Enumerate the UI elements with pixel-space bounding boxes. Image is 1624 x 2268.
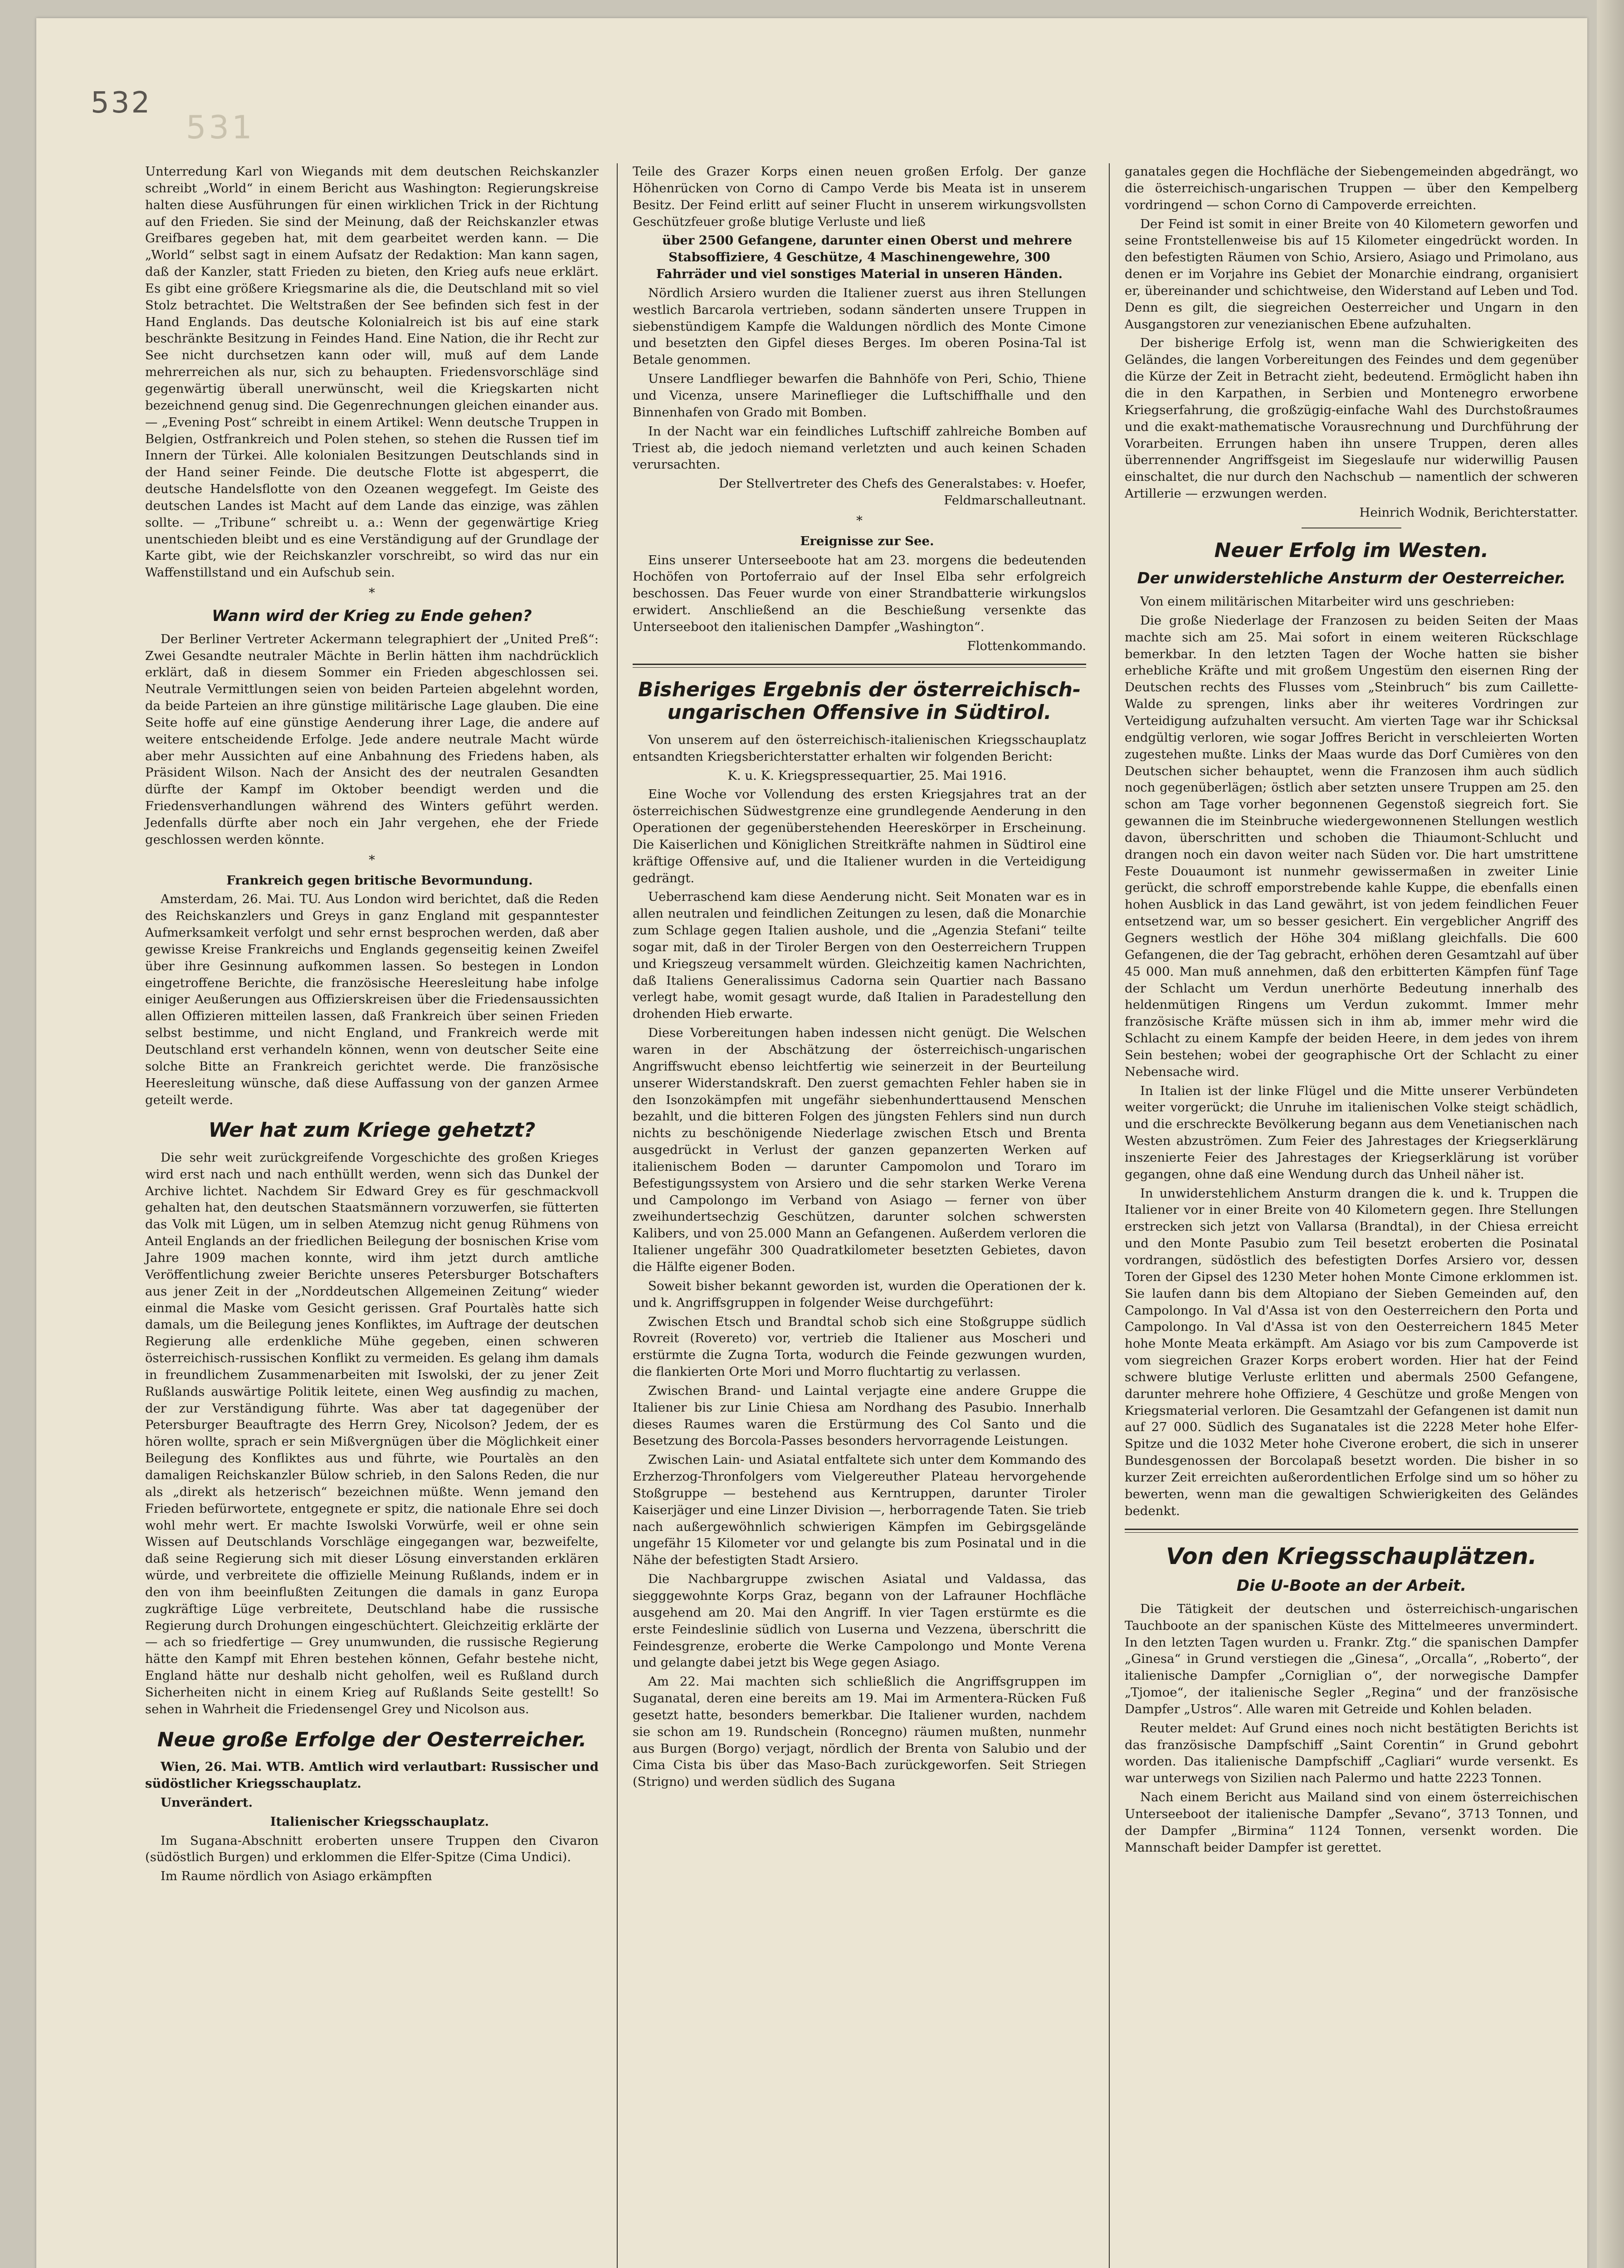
- article-paragraph: Ueberraschend kam diese Aenderung nicht. Seit Monaten war es in allen neutralen und feindlichen Zeitungen zu lesen, daß die Monarchie zum Schlage gegen Italien aushole, und die „Agenzia Stefani“ teilte sogar mit, daß in der Tiroler Bergen von den Oesterreichern Truppen und Kriegszeug versammelt würden. Gleichzeitig kamen Nachrichten, daß Italiens Generalissimus Cadorna sein Quartier nach Bassano verlegt habe, womit gesagt wurde, daß Italien in Paradestellung den drohenden Hieb erwarte.: [633, 890, 1086, 1022]
- signature: Heinrich Wodnik, Berichterstatter.: [1359, 505, 1578, 520]
- column-1: [145, 163, 599, 1887]
- article-paragraph: Diese Vorbereitungen haben indessen nicht genügt. Die Welschen waren in der Abschätzung der österreichisch-ungarischen Angriffswucht ebenso leichtfertig wie seinerzeit in der Beurteilung unserer Widerstandskraft. Den zuerst gemachten Fehler haben sie in den Isonzokämpfen mit ungefähr siebenhunderttausend Menschen bezahlt, und die bitteren Folgen des jüngsten Fehlers sind nun durch nichts zu beschönigende Niederlage zwischen Etsch und Brenta ausgedrückt in Verlust der ganzen gepanzerten Werken auf italienischem Boden — darunter Campomolon und Toraro im Befestigungssystem von Arsiero und die sehr starken Werke Verena und Campolongo im Verband von Asiago — ferner von über zweihundertsechzig Geschützen, darunter solchen schwersten Kalibers, und von 25.000 Mann an Gefangenen. Außerdem verloren die Italiener ungefähr 300 Quadratkilometer besetzten Gebietes, davon die Hälfte eigener Boden.: [633, 1026, 1086, 1274]
- article-paragraph: Eins unserer Unterseeboote hat am 23. morgens die bedeutenden Hochöfen von Portoferraio auf der Insel Elba sehr erfolgreich beschossen. Das Feuer wurde von einer Strandbatterie wirkungslos erwidert. Anschließend an die Beschießung versenkte das Unterseeboot den italienischen Dampfer „Washington“.: [633, 552, 1086, 634]
- article-paragraph: Amsterdam, 26. Mai. TU. Aus London wird berichtet, daß die Reden des Reichskanzlers und Greys in ganz England mit gespanntester Aufmerksamkeit verfolgt und sehr ernst besprochen werden, daß aber gewisse Kreise Frankreichs und Englands gegenseitig keinen Zweifel über ihre Gesinnung aufkommen lassen. So bestegen in London eingetroffene Berichte, die französische Heeresleitung habe infolge einiger Aeußerungen aus Offizierskreisen über die Friedensaussichten allen Offizieren mitteilen lassen, daß Frankreich über seinen Frieden selbst bestimme, und nicht England, und Frankreich werde mit Deutschland erst verhandeln können, wenn von deutscher Seite eine solche Bitte an Frankreich gerichtet werde. Die französische Heeresleitung wünsche, daß diese Auffassung von der ganzen Armee geteilt werde.: [145, 892, 599, 1107]
- bulletin-intro: Wien, 26. Mai. WTB. Amtlich wird verlautbart: Russischer und südöstlicher Kriegsschauplatz.: [145, 1760, 599, 1791]
- article-paragraph: Der Feind ist somit in einer Breite von 40 Kilometern geworfen und seine Frontstellenweise bis auf 15 Kilometer eingedrückt worden. In den befestigten Räumen von Schio, Arsiero, Asiago und Primolano, aus denen er im Vorjahre ins Gebiet der Monarchie eindrang, organisiert er, übereinander und schichtweise, den Widerstand auf Leben und Tod. Denn es gilt, die siegreichen Oesterreicher und Ungarn in den Ausgangstoren zur venezianischen Ebene aufzuhalten.: [1125, 216, 1578, 332]
- column-rule: [1109, 163, 1110, 2268]
- page-number-ghost: 531: [186, 109, 255, 146]
- signature: Der Stellvertreter des Chefs des Generalstabes: v. Hoefer, Feldmarschalleutnant.: [718, 476, 1086, 508]
- column-rule: [617, 163, 618, 2268]
- column-3: [1125, 163, 1578, 1858]
- headline-result: Bisheriges Ergebnis der österreichisch-ungarischen Offensive in Südtirol.: [638, 678, 1081, 724]
- article-paragraph: Reuter meldet: Auf Grund eines noch nicht bestätigten Berichts ist das französische Dampfschiff „Saint Corentin“ in Grund gebohrt worden. Das italienische Dampfschiff „Cagliari“ wurde versenkt. Es war unterwegs von Sizilien nach Palermo und hatte 2223 Tonnen.: [1125, 1721, 1578, 1786]
- highlight-prisoners: über 2500 Gefangene, darunter einen Oberst und mehrere Stabsoffiziere, 4 Geschütze, 4 Maschinengewehre, 300 Fahrräder und viel sonstiges Material in unseren Händen.: [656, 233, 1072, 282]
- dateline: K. u. K. Kriegspressequartier, 25. Mai 1916.: [727, 768, 1007, 783]
- article-paragraph: ganatales gegen die Hochfläche der Siebengemeinden abgedrängt, wo die österreichisch-ungarischen Truppen — über den Kempelberg vordringend — schon Corno di Campoverde erreichten.: [1125, 164, 1578, 212]
- article-paragraph: In der Nacht war ein feindliches Luftschiff zahlreiche Bomben auf Triest ab, die jedoch niemand verletzten und auch keinen Schaden verursachten.: [633, 424, 1086, 472]
- article-paragraph: Zwischen Brand- und Laintal verjagte eine andere Gruppe die Italiener bis zur Linie Chiesa am Nordhang des Pasubio. Innerhalb dieses Raumes waren die Erstürmung des Col Santo und die Besetzung des Borcola-Passes besonders hervorragende Leistungen.: [633, 1383, 1086, 1448]
- bulletin-subhead: Italienischer Kriegsschauplatz.: [270, 1814, 489, 1829]
- article-paragraph: Eine Woche vor Vollendung des ersten Kriegsjahres trat an der österreichischen Südwestgrenze eine grundlegende Aenderung in den Operationen der gegenüberstehenden Heereskörper in Erscheinung. Die Kaiserlichen und Königlichen Streitkräfte nahmen in Südtirol eine kräftige Offensive auf, und die Italiener wurden in die Verteidigung gedrängt.: [633, 787, 1086, 885]
- article-paragraph: Unsere Landflieger bewarfen die Bahnhöfe von Peri, Schio, Thiene und Vicenza, unsere Marineflieger die Luftschiffhalle und den Binnenhafen von Grado mit Bomben.: [633, 371, 1086, 420]
- article-paragraph: In Italien ist der linke Flügel und die Mitte unserer Verbündeten weiter vorgerückt; die Unruhe im italienischen Volke steigt schädlich, und die erschreckte Bevölkerung begann aus dem Venetianischen nach Westen abzuströmen. Zum Feier des Jahrestages der Kriegserklärung inszenierte Feier des Jahrestages der Kriegserklärung ist vorüber gegangen, ohne daß eine Wendung durch das Unheil näher ist.: [1125, 1083, 1578, 1182]
- subheadline-fronts: Die U-Boote an der Arbeit.: [1236, 1577, 1467, 1595]
- article-paragraph: Im Sugana-Abschnitt eroberten unsere Truppen den Civaron (südöstlich Burgen) und erklommen die Elfer-Spitze (Cima Undici).: [145, 1833, 599, 1865]
- article-paragraph: Die sehr weit zurückgreifende Vorgeschichte des großen Krieges wird erst nach und nach enthüllt werden, wenn sich das Dunkel der Archive lichtet. Nachdem Sir Edward Grey es für geschmackvoll gehalten hat, den deutschen Staatsmännern vorzuwerfen, sie fütterten das Volk mit Lügen, um in selben Atemzug nicht genug Rühmens von Anteil Englands an der friedlichen Beilegung der bosnischen Krise vom Jahre 1909 machen konnte, wird ihm jetzt durch amtliche Veröffentlichung zweier Berichte unseres Petersburger Botschafters aus jener Zeit in der „Norddeutschen Allgemeinen Zeitung“ wieder einmal die Maske vom Gesicht gerissen. Graf Pourtalès hatte sich damals, um die Beilegung jenes Konfliktes, im Auftrage der deutschen Regierung alle erdenkliche Mühe gegeben, einen schweren österreichisch-russischen Konflikt zu vermeiden. Es gelang ihm damals in freundlichem Zusammenarbeiten mit Iswolski, der zu jener Zeit Rußlands auswärtige Politik leitete, einen Weg ausfindig zu machen, der zur Verständigung führte. Was aber tat dagegenüber der Petersburger Beauftragte des Herrn Grey, Nicolson? Jedem, der es hören wollte, sprach er sein Mißvergnügen über die Möglichkeit einer Beilegung des Konfliktes aus und führte, wie Pourtalès an den damaligen Reichskanzler Bülow schrieb, in den Salons Reden, die nur als „direkt als hetzerisch“ bezeichnen müßte. Wenn jemand den Frieden befürwortete, entgegnete er spitz, die nationale Ehre sei doch wohl mehr wert. Er machte Iswolski Vorwürfe, weil er ohne sein Wissen auf Deutschlands Vorschläge eingegangen war, bezweifelte, daß seine Regierung sich mit dieser Lösung einverstanden erklären würde, und verbreitete die offizielle Meinung Rußlands, indem er in den von ihm beeinflußten Zeitungen die damals in ganz Europa zugkräftige Lüge verbreitete, Deutschland habe die russische Regierung durch Drohungen eingeschüchtert. Gleichzeitig erklärte der — ach so friedfertige — Grey unumwunden, die russische Regierung hätte den Kampf mit Ehren bestehen können, Gefahr bestehe nicht, England hätte nur deshalb nicht geholfen, weil es Rußland durch Sicherheiten nicht in einem Krieg auf Rußlands Seite gestellt! So sehen in Wahrheit die Friedensengel Grey und Nicolson aus.: [145, 1150, 599, 1716]
- article-paragraph: Die Nachbargruppe zwischen Asiatal und Valdassa, das siegggewohnte Korps Graz, begann von der Lafrauner Hochfläche ausgehend am 20. Mai den Angriff. In vier Tagen erstürmte es die erste Feindeslinie südlich von Luserna und Vezzena, überschritt die Feindesgrenze, eroberte die Werke Campolongo und Monte Verena und gelangte dabei jetzt bis Wege gegen Asiago.: [633, 1572, 1086, 1670]
- article-paragraph: Der Berliner Vertreter Ackermann telegraphiert der „United Preß“: Zwei Gesandte neutraler Mächte in Berlin hätten ihm nachdrücklich erklärt, daß in diesem Sommer ein Frieden abgeschlossen sei. Neutrale Vermittlungen seien von beiden Parteien abgelehnt worden, da beide Parteien an ihre günstige militärische Lage glauben. Die eine Seite hoffe auf eine günstige Aenderung ihrer Lage, die andere auf weitere entscheidende Erfolge. Jede andere neutrale Macht würde aber mehr Aussichten auf eine Anbahnung des Friedens haben, als Präsident Wilson. Nach der Ansicht des der neutralen Gesandten dürfte der Kampf im Oktober beendigt werden und die Friedensverhandlungen während des Winters geführt werden. Jedenfalls dürfte aber noch ein Jahr vergehen, ehe der Friede geschlossen werden könnte.: [145, 631, 599, 847]
- subheadline-sea: Ereignisse zur See.: [800, 533, 934, 548]
- article-paragraph: In unwiderstehlichem Ansturm drangen die k. und k. Truppen die Italiener vor in einer Breite von 40 Kilometern gegen. Ihre Stellungen erstrecken sich jetzt von Vallarsa (Brandtal), in der Chiesa erreicht und den Monte Pasubio zum Teil besetzt eroberten die Posinatal vordrangen, südöstlich des befestigten Dorfes Arsiero vor, dessen Toren der Gipsel des 1230 Meter hohen Monte Cimone erklommen ist. Sie laufen dann bis dem Altopiano der Sieben Gemeinden auf, den Campolongo. In Val d'Assa ist von den Oesterreichern den Porta und Campolongo. In Val d'Assa ist von den Oesterreichern 1845 Meter hohe Monte Meata erkämpft. Am Asiago vor bis zum Campoverde ist vom siegreichen Grazer Korps erobert worden. Hier hat der Feind schwere blutige Verluste erlitten und abermals 2500 Gefangene, darunter mehrere hohe Offiziere, 4 Geschütze und große Mengen von Kriegsmaterial verloren. Die Gesamtzahl der Gefangenen ist damit nun auf 27 000. Südlich des Suganatales ist die 2228 Meter hohe Elfer-Spitze und die 1032 Meter hohe Civerone erobert, die sich in unserer Bundesgenossen der Borcolapaß besetzt worden. Die bisher in so kurzer Zeit erreichten außerordentlichen Erfolge sind um so höher zu bewerten, wenn man die gewaltigen Schwierigkeiten des Geländes bedenkt.: [1125, 1186, 1578, 1518]
- article-paragraph: Soweit bisher bekannt geworden ist, wurden die Operationen der k. und k. Angriffsgruppen in folgender Weise durchgeführt:: [633, 1278, 1086, 1310]
- separator-asterisk: *: [369, 852, 375, 867]
- signature: Flottenkommando.: [967, 638, 1086, 653]
- headline-fronts: Von den Kriegsschauplätzen.: [1166, 1543, 1537, 1569]
- headline-who: Wer hat zum Kriege gehetzt?: [208, 1119, 536, 1142]
- article-paragraph: Am 22. Mai machten sich schließlich die Angriffsgruppen im Suganatal, deren eine bereits am 19. Mai im Armentera-Rücken Fuß gesetzt hatte, besonders bemerkbar. Die Italiener wurden, nachdem sie schon am 19. Rundschein (Roncegno) räumen mußten, nunmehr aus Burgen (Borgo) verjagt, nördlich der Brenta von Salubio und der Cima Cista bis über das Maso-Bach zurückgeworfen. Seit Striegen (Strigno) und werden südlich des Sugana: [633, 1674, 1086, 1789]
- divider: [633, 664, 1086, 668]
- divider: [1125, 1529, 1578, 1533]
- article-paragraph: Der bisherige Erfolg ist, wenn man die Schwierigkeiten des Geländes, die langen Vorbereitungen des Feindes und dem gegenüber die Kürze der Zeit in Betracht zieht, bedeutend. Ermöglicht haben ihn die in den Karpathen, in Serbien und Montenegro erworbene Kriegserfahrung, die großzügig-einfache Wahl des Durchstoßraumes und die exakt-mathematische Vorausrechnung und Durchführung der Vorarbeiten. Errungen haben ihn unsere Truppen, deren alles überrennender Angriffsgeist im Siegeslaufe nur widerwillig Pausen einschaltet, die nur durch den Nachschub — namentlich der schweren Artillerie — erzwungen werden.: [1125, 336, 1578, 501]
- article-paragraph: Zwischen Lain- und Asiatal entfaltete sich unter dem Kommando des Erzherzog-Thronfolgers vom Vielgereuther Plateau hervorgehende Stoßgruppe — bestehend aus Kerntruppen, darunter Tiroler Kaiserjäger und eine Linzer Division —, herborragende Taten. Sie trieb nach außergewöhnlich schwierigen Kämpfen im Gebirgsgelände ungefähr 15 Kilometer vor und gelangte bis zum Posinatal und in die Nähe der befestigten Stadt Arsiero.: [633, 1452, 1086, 1568]
- separator-asterisk: *: [369, 586, 375, 601]
- article-paragraph: Von unserem auf den österreichisch-italienischen Kriegsschauplatz entsandten Kriegsberichterstatter erhalten wir folgenden Bericht:: [633, 732, 1086, 764]
- article-paragraph: Unterredung Karl von Wiegands mit dem deutschen Reichskanzler schreibt „World“ in einem Bericht aus Washington: Regierungskreise halten diese Ausführungen für einen wirklichen Trick in der Richtung auf den Frieden. Sie sind der Meinung, daß der Reichskanzler etwas Greifbares gegeben hat, mit dem gearbeitet werden kann. — Die „World“ selbst sagt in einem Aufsatz der Redaktion: Man kann sagen, daß der Kanzler, statt Frieden zu bieten, den Krieg aufs neue erklärt. Es gibt eine größere Kriegsmarine als die, die Deutschland mit so viel Stolz betrachtet. Die Weltstraßen der See befinden sich fest in der Hand Englands. Das deutsche Kolonialreich ist bis auf eine stark beschränkte Besitzung in Feindes Hand. Eine Nation, die ihr Recht zur See nicht durchsetzen kann oder will, muß auf dem Lande mehrerreichen als nur, sich zu behaupten. Friedensvorschläge sind gegenwärtig überall unerwünscht, weil die Kriegskarten nicht bezeichnend genug sind. Die Gegenrechnungen gleichen einander aus. — „Evening Post“ schreibt in einem Artikel: Wenn deutsche Truppen in Belgien, Ostfrankreich und Polen stehen, so stehen die Russen tief im Innern der Türkei. Alle kolonialen Besitzungen Deutschlands sind in der Hand seiner Feinde. Die deutsche Flotte ist abgesperrt, die deutsche Handelsflotte von den Ozeanen weggefegt. Im Geiste des deutschen Landes ist Macht auf dem Lande das einzige, was zählen sollte. — „Tribune“ schreibt u. a.: Wenn der gegenwärtige Krieg unentschieden bleibt und es eine Verständigung auf der Grundlage der Karte gibt, wie der Reichskanzler vorschreibt, so wird das nur ein Waffenstillstand und ein Aufschub sein.: [145, 164, 599, 580]
- bulletin-line: Unverändert.: [161, 1795, 253, 1810]
- article-paragraph: Im Raume nördlich von Asiago erkämpften: [161, 1869, 432, 1884]
- page-number: 532: [91, 86, 152, 120]
- column-2: [633, 163, 1086, 1793]
- article-paragraph: Die große Niederlage der Franzosen zu beiden Seiten der Maas machte sich am 25. Mai sofort in einem weiteren Rückschlage bemerkbar. In den letzten Tagen der Woche hatten sie bisher erhebliche Kräfte und mit großem Ungestüm den eisernen Ring der Deutschen rechts des Flusses vom „Steinbruch“ bis zum Caillette-Walde zu sprengen, links aber ihr weiteres Vordringen zur Verteidigung aufzuhalten versucht. Am vierten Tage war ihr Schicksal endgültig verloren, wie sogar Joffres Bericht in verschleierten Worten zugestehen mußte. Links der Maas wurde das Dorf Cumières von den Deutschen sicher behauptet, wenn die Franzosen ihm auch südlich noch gegenüberlägen; östlich aber setzten unsere Truppen am 25. den schon am Tage vorher begonnenen Gegenstoß siegreich fort. Sie gewannen die im Steinbruche wiedergewonnenen Stellungen westlich davon, überschritten und schoben die Thiaumont-Schlucht und drangen noch ein davon weiter nach Süden vor. Die hart umstrittene Feste Douaumont ist nunmehr gewissermaßen in zweiter Linie gerückt, die schroff emporstrebende kahle Kuppe, die ebenfalls einen hohen Ausblick in das Land gewährt, ist von jedem feindlichen Feuer entsetzend war, um so besser gesichert. Ein vergeblicher Angriff des Gegners westlich der Höhe 304 mißlang gleichfalls. Die 600 Gefangenen, die der Tag gebracht, erhöhen deren Gesamtzahl auf über 45 000. Man muß annehmen, daß den erbitterten Kämpfen fünf Tage der Schlacht um Verdun unerhörte Bedeutung innerhalb des heldenmütigen Ringens um Verdun zukommt. Immer mehr französische Kräfte müssen sich in ihm ab, immer mehr wird die Schlacht zu einem Kampfe der beiden Heere, in dem jedes von ihrem Sein bestehen; wobei der geographische Ort der Schlacht zu einer Nebensache wird.: [1125, 613, 1578, 1079]
- article-paragraph: Nach einem Bericht aus Mailand sind von einem österreichischen Unterseeboot der italienische Dampfer „Sevano“, 3713 Tonnen, und der Dampfer „Birmina“ 1124 Tonnen, versenkt worden. Die Mannschaft beider Dampfer ist gerettet.: [1125, 1790, 1578, 1855]
- article-paragraph: Von einem militärischen Mitarbeiter wird uns geschrieben:: [1140, 594, 1515, 609]
- article-paragraph: Nördlich Arsiero wurden die Italiener zuerst aus ihren Stellungen westlich Barcarola vertrieben, sodann sänderten unsere Truppen in siebenstündigem Kampfe die Waldungen nördlich des Monte Cimone und besetzten den Gipfel dieses Berges. Im oberen Posina-Tal ist Betale genommen.: [633, 285, 1086, 367]
- article-paragraph: Teile des Grazer Korps einen neuen großen Erfolg. Der ganze Höhenrücken von Corno di Campo Verde bis Meata ist in unserem Besitz. Der Feind erlitt auf seiner Flucht in unserem wirkungsvollsten Geschützfeuer große blutige Verluste und ließ: [633, 164, 1086, 229]
- article-paragraph: Zwischen Etsch und Brandtal schob sich eine Stoßgruppe südlich Rovreit (Rovereto) vor, vertrieb die Italiener aus Moscheri und erstürmte die Zugna Torta, wodurch die Feinde gezwungen wurden, die flankierten Orte Mori und Morro fluchtartig zu verlassen.: [633, 1314, 1086, 1379]
- headline-west: Neuer Erfolg im Westen.: [1214, 538, 1489, 562]
- subheadline-west: Der unwiderstehliche Ansturm der Oesterreicher.: [1137, 569, 1566, 588]
- article-paragraph: Die Tätigkeit der deutschen und österreichisch-ungarischen Tauchboote an der spanischen Küste des Mittelmeeres unvermindert. In den letzten Tagen wurden u. Frankr. Ztg.“ die spanischen Dampfer „Ginesa“ in Grund verstiegen die „Ginesa“, „Orcalla“, „Roberto“, der italienische Dampfer „Corniglian o“, der norwegische Dampfer „Tjomoe“, der italienische Segler „Regina“ und der französische Dampfer „Ustros“. Alle waren mit Getreide und Kohlen beladen.: [1125, 1601, 1578, 1716]
- headline-new-success: Neue große Erfolge der Oesterreicher.: [157, 1728, 587, 1751]
- subheadline-france: Frankreich gegen britische Bevormundung.: [226, 873, 533, 888]
- page-edge: [1597, 0, 1624, 2268]
- headline-war-end: Wann wird der Krieg zu Ende gehen?: [212, 606, 532, 625]
- separator-asterisk: *: [856, 513, 863, 528]
